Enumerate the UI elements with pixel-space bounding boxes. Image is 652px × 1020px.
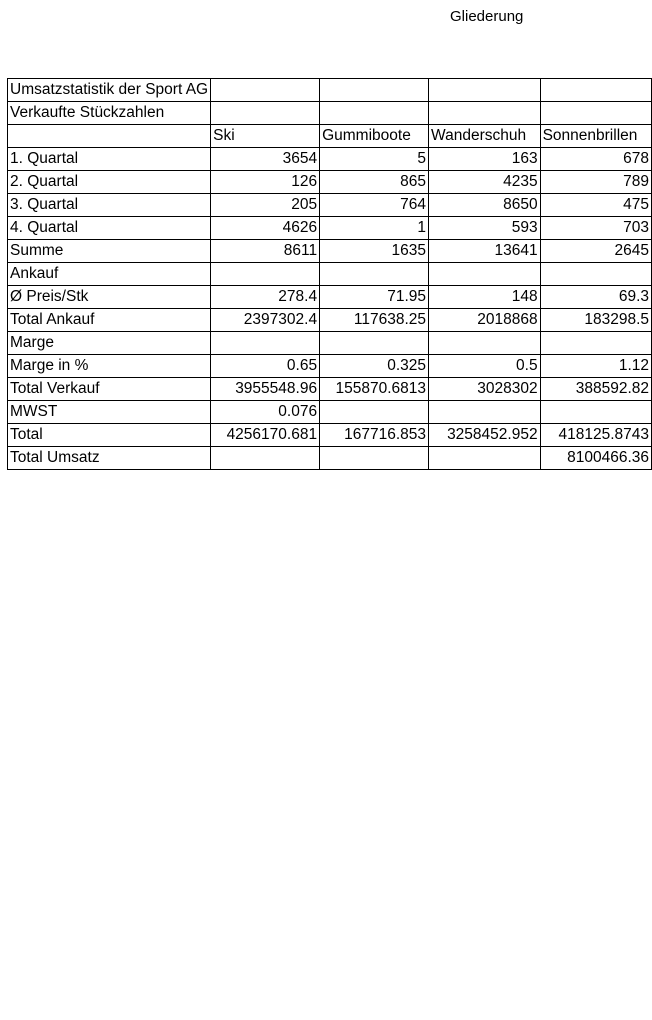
cell-empty[interactable] xyxy=(429,401,541,424)
cell-value[interactable]: 678 xyxy=(540,148,651,171)
column-header-sonnenbrillen[interactable]: Sonnenbrillen xyxy=(540,125,651,148)
cell-empty[interactable] xyxy=(540,102,651,125)
cell-empty[interactable] xyxy=(320,102,429,125)
cell-empty[interactable] xyxy=(540,263,651,286)
cell-value[interactable]: 2645 xyxy=(540,240,651,263)
row-label[interactable]: Marge xyxy=(8,332,211,355)
row-label[interactable]: Total xyxy=(8,424,211,447)
table-row-mwst xyxy=(8,401,652,424)
cell-empty[interactable] xyxy=(540,332,651,355)
table-row xyxy=(8,171,652,194)
cell-value[interactable]: 183298.5 xyxy=(540,309,651,332)
cell-value[interactable]: 155870.6813 xyxy=(320,378,429,401)
table-row-total-umsatz xyxy=(8,447,652,470)
row-label[interactable]: Total Verkauf xyxy=(8,378,211,401)
cell-value[interactable]: 2397302.4 xyxy=(211,309,320,332)
row-label[interactable]: 1. Quartal xyxy=(8,148,211,171)
cell-value[interactable]: 475 xyxy=(540,194,651,217)
cell-value[interactable]: 0.325 xyxy=(320,355,429,378)
cell-value[interactable]: 2018868 xyxy=(429,309,541,332)
cell-value[interactable]: 5 xyxy=(320,148,429,171)
header-title: Gliederung xyxy=(450,8,524,25)
cell-value[interactable]: 8611 xyxy=(211,240,320,263)
cell-empty[interactable] xyxy=(429,79,541,102)
cell-value[interactable]: 71.95 xyxy=(320,286,429,309)
table-row-marge xyxy=(8,332,652,355)
cell-value[interactable]: 865 xyxy=(320,171,429,194)
table-row-total xyxy=(8,424,652,447)
cell-value[interactable]: 1.12 xyxy=(540,355,651,378)
table-row-title xyxy=(8,79,652,102)
row-label[interactable]: Marge in % xyxy=(8,355,211,378)
row-label[interactable]: 2. Quartal xyxy=(8,171,211,194)
cell-empty[interactable] xyxy=(211,263,320,286)
row-label[interactable]: 4. Quartal xyxy=(8,217,211,240)
row-label[interactable]: Ankauf xyxy=(8,263,211,286)
cell-value[interactable]: 593 xyxy=(429,217,541,240)
row-label[interactable]: Total Ankauf xyxy=(8,309,211,332)
table-row-ankauf xyxy=(8,263,652,286)
table-row-total-ankauf xyxy=(8,309,652,332)
cell-empty[interactable] xyxy=(211,447,320,470)
cell-empty[interactable] xyxy=(320,447,429,470)
cell-empty[interactable] xyxy=(320,332,429,355)
cell-value[interactable]: 0.65 xyxy=(211,355,320,378)
column-header-ski[interactable]: Ski xyxy=(211,125,320,148)
row-label[interactable]: MWST xyxy=(8,401,211,424)
table-row-marge-pct xyxy=(8,355,652,378)
table-row-column-headers xyxy=(8,125,652,148)
sales-statistics-table xyxy=(7,78,652,470)
row-label[interactable]: Ø Preis/Stk xyxy=(8,286,211,309)
cell-value[interactable]: 703 xyxy=(540,217,651,240)
cell-value[interactable]: 117638.25 xyxy=(320,309,429,332)
row-label[interactable]: Summe xyxy=(8,240,211,263)
table-row-subtitle xyxy=(8,102,652,125)
cell-value[interactable]: 8100466.36 xyxy=(540,447,651,470)
cell-value[interactable]: 8650 xyxy=(429,194,541,217)
cell-value[interactable]: 4626 xyxy=(211,217,320,240)
column-header-wanderschuh[interactable]: Wanderschuh xyxy=(429,125,541,148)
cell-empty[interactable] xyxy=(540,79,651,102)
cell-empty[interactable] xyxy=(320,79,429,102)
cell-empty[interactable] xyxy=(540,401,651,424)
cell-empty[interactable] xyxy=(211,332,320,355)
cell-value[interactable]: 13641 xyxy=(429,240,541,263)
row-label[interactable]: Total Umsatz xyxy=(8,447,211,470)
cell-empty[interactable] xyxy=(320,263,429,286)
row-label[interactable]: 3. Quartal xyxy=(8,194,211,217)
cell-value[interactable]: 126 xyxy=(211,171,320,194)
cell-value[interactable]: 789 xyxy=(540,171,651,194)
cell-empty[interactable] xyxy=(8,125,211,148)
cell-value[interactable]: 0.5 xyxy=(429,355,541,378)
cell-value[interactable]: 3258452.952 xyxy=(429,424,541,447)
cell-empty[interactable] xyxy=(429,332,541,355)
cell-value[interactable]: 418125.8743 xyxy=(540,424,651,447)
table-row-preis xyxy=(8,286,652,309)
cell-empty[interactable] xyxy=(211,79,320,102)
cell-value[interactable]: 1635 xyxy=(320,240,429,263)
cell-empty[interactable] xyxy=(429,263,541,286)
cell-value[interactable]: 4235 xyxy=(429,171,541,194)
cell-empty[interactable] xyxy=(429,102,541,125)
cell-value[interactable]: 163 xyxy=(429,148,541,171)
cell-value[interactable]: 3955548.96 xyxy=(211,378,320,401)
cell-value[interactable]: 148 xyxy=(429,286,541,309)
cell-value[interactable]: 69.3 xyxy=(540,286,651,309)
column-header-gummiboote[interactable]: Gummiboote xyxy=(320,125,429,148)
cell-empty[interactable] xyxy=(429,447,541,470)
cell-value[interactable]: 1 xyxy=(320,217,429,240)
table-row xyxy=(8,217,652,240)
cell-value[interactable]: 3028302 xyxy=(429,378,541,401)
cell-value[interactable]: 278.4 xyxy=(211,286,320,309)
table-row xyxy=(8,194,652,217)
cell-value[interactable]: 0.076 xyxy=(211,401,320,424)
cell-value[interactable]: 4256170.681 xyxy=(211,424,320,447)
cell-value[interactable]: 167716.853 xyxy=(320,424,429,447)
cell-table-subtitle[interactable]: Verkaufte Stückzahlen xyxy=(8,102,211,125)
table-row-summe xyxy=(8,240,652,263)
table-row xyxy=(8,148,652,171)
cell-value[interactable]: 764 xyxy=(320,194,429,217)
table-row-total-verkauf xyxy=(8,378,652,401)
cell-value[interactable]: 3654 xyxy=(211,148,320,171)
cell-empty[interactable] xyxy=(320,401,429,424)
cell-table-title[interactable]: Umsatzstatistik der Sport AG xyxy=(8,79,211,102)
cell-empty[interactable] xyxy=(211,102,320,125)
cell-value[interactable]: 388592.82 xyxy=(540,378,651,401)
cell-value[interactable]: 205 xyxy=(211,194,320,217)
